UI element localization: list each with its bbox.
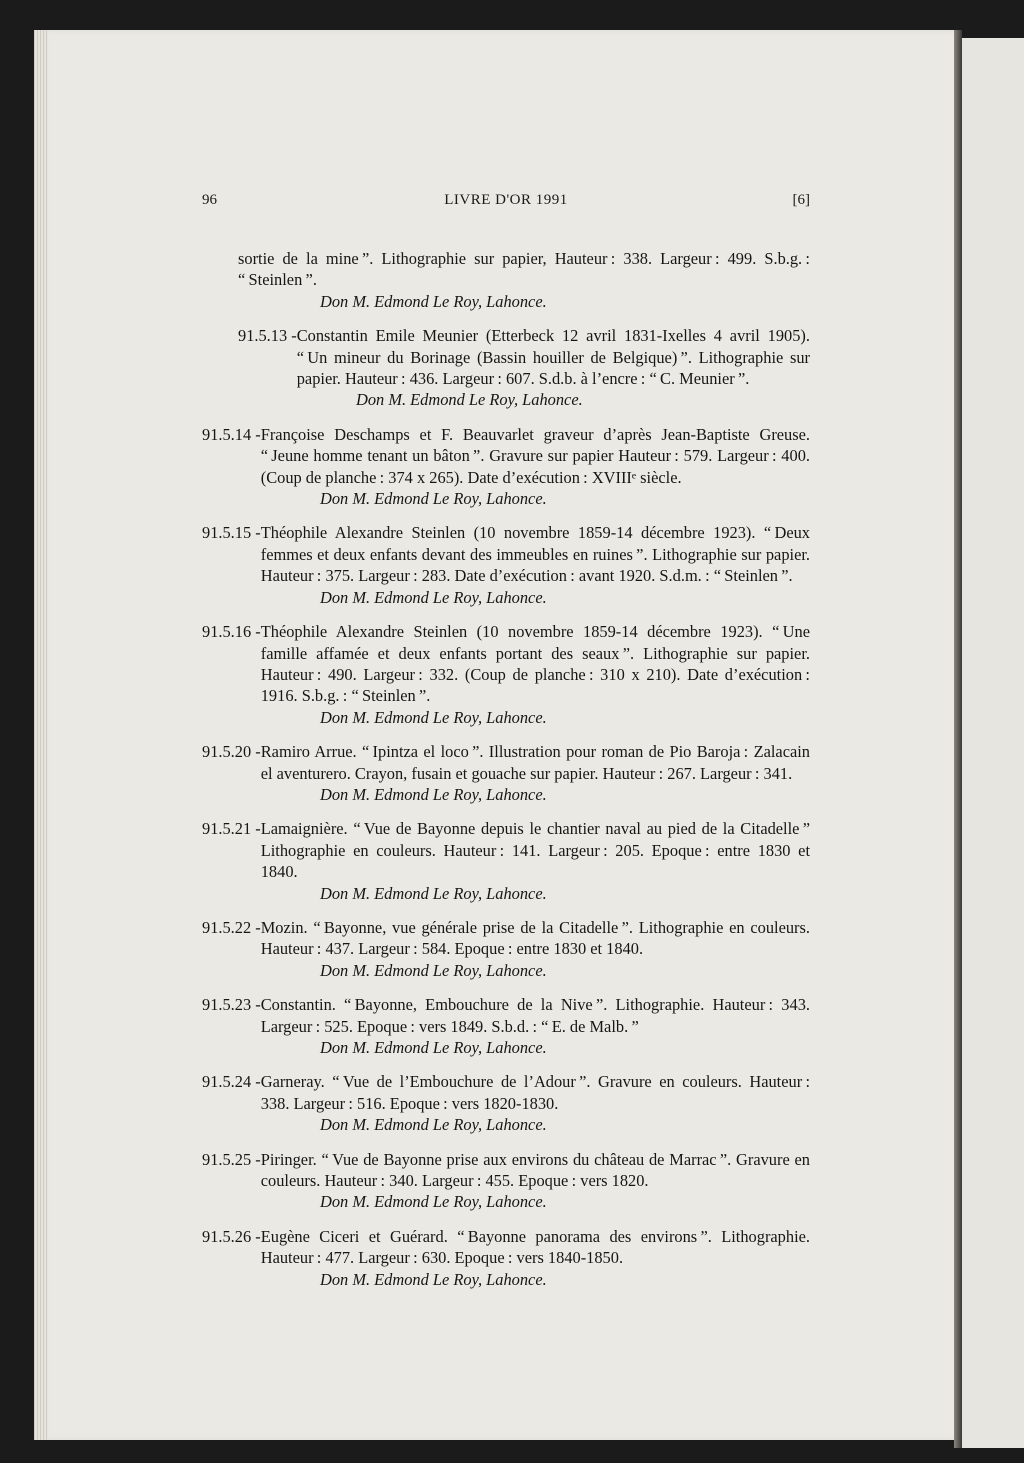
donor-line: Don M. Edmond Le Roy, Lahonce. <box>320 291 547 311</box>
entry-number: 91.5.22 - <box>202 917 261 937</box>
donor-line: Don M. Edmond Le Roy, Lahonce. <box>356 390 583 410</box>
entry-number: 91.5.20 - <box>202 742 261 762</box>
catalogue-entry <box>202 994 810 1058</box>
donor-line: Don M. Edmond Le Roy, Lahonce. <box>320 960 547 980</box>
entry-number: 91.5.23 - <box>202 995 261 1015</box>
entry-text: Garneray. “ Vue de l’Embouchure de l’Adour ”. Gravure en couleurs. Hauteur : 338. Largeur : 516. Epoque : vers 1820-1830. <box>260 1072 810 1113</box>
entry-number: 91.5.15 - <box>202 523 261 543</box>
continued-entry <box>202 248 810 312</box>
adjacent-page-edge <box>960 38 1024 1448</box>
entry-number: 91.5.25 - <box>202 1149 261 1169</box>
donor-line: Don M. Edmond Le Roy, Lahonce. <box>320 1038 547 1057</box>
entry-text: Françoise Deschamps et F. Beauvarlet graveur d’après Jean-Baptiste Greuse. “ Jeune homme tenant un bâton ”. Gravure sur papier Hauteur : 579. Largeur : 400. (Coup de planche : 374 x 265). Date d’exécution : XVIIIᵉ siècle. <box>260 424 810 487</box>
catalogue-entry <box>202 621 810 728</box>
entry-number: 91.5.21 - <box>202 819 261 839</box>
entry-list <box>202 325 810 1290</box>
running-title: LIVRE D'OR 1991 <box>444 192 568 208</box>
catalogue-entry <box>202 1071 810 1135</box>
donor-line: Don M. Edmond Le Roy, Lahonce. <box>320 1269 547 1289</box>
donor-line: Don M. Edmond Le Roy, Lahonce. <box>320 707 547 727</box>
catalogue-entry <box>202 1226 810 1290</box>
catalogue-entry <box>202 818 810 904</box>
catalogue-entry <box>202 424 810 510</box>
donor-line: Don M. Edmond Le Roy, Lahonce. <box>320 784 547 804</box>
donor-line: Don M. Edmond Le Roy, Lahonce. <box>320 1115 547 1135</box>
section-marker: [6] <box>792 192 810 208</box>
entry-text: sortie de la mine ”. Lithographie sur papier, Hauteur : 338. Largeur : 499. S.b.g. : “ Steinlen ”. <box>238 249 810 290</box>
catalogue-text <box>202 248 810 1303</box>
entry-text: Lamaignière. “ Vue de Bayonne depuis le chantier naval au pied de la Citadelle ” Lithographie en couleurs. Hauteur : 141. Largeur : 205. Epoque : entre 1830 et 1840. <box>260 819 810 882</box>
catalogue-entry <box>202 522 810 608</box>
entry-text: Constantin Emile Meunier (Etterbeck 12 avril 1831-Ixelles 4 avril 1905). “ Un mineur du Borinage (Bassin houiller de Belgique) ”. Lithographie sur papier. Hauteur : 436. Largeur : 607. S.d.b. à l’encre : “ C. Meunier ”. <box>296 326 810 389</box>
entry-number: 91.5.14 - <box>202 424 261 444</box>
entry-number: 91.5.26 - <box>202 1226 261 1246</box>
catalogue-entry <box>202 741 810 805</box>
entry-text: Eugène Ciceri et Guérard. “ Bayonne panorama des environs ”. Lithographie. Hauteur : 477. Largeur : 630. Epoque : vers 1840-1850. <box>260 1226 810 1268</box>
entry-text: Piringer. “ Vue de Bayonne prise aux environs du château de Marrac ”. Gravure en couleurs. Hauteur : 340. Largeur : 455. Epoque : vers 1820. <box>260 1149 810 1191</box>
donor-line: Don M. Edmond Le Roy, Lahonce. <box>320 883 547 903</box>
page-gutter <box>954 30 962 1448</box>
entry-text: Ramiro Arrue. “ Ipintza el loco ”. Illustration pour roman de Pio Baroja : Zalacain el aventurero. Crayon, fusain et gouache sur papier. Hauteur : 267. Largeur : 341. <box>260 742 810 783</box>
entry-number: 91.5.13 - <box>238 326 297 346</box>
donor-line: Don M. Edmond Le Roy, Lahonce. <box>320 1192 547 1212</box>
entry-text: Constantin. “ Bayonne, Embouchure de la Nive ”. Lithographie. Hauteur : 343. Largeur : 525. Epoque : vers 1849. S.b.d. : “ E. de Malb. ” <box>260 995 810 1036</box>
catalogue-entry <box>202 1149 810 1213</box>
catalogue-entry <box>202 325 810 411</box>
donor-line: Don M. Edmond Le Roy, Lahonce. <box>320 489 547 509</box>
entry-number: 91.5.24 - <box>202 1072 261 1092</box>
donor-line: Don M. Edmond Le Roy, Lahonce. <box>320 587 547 607</box>
entry-number: 91.5.16 - <box>202 622 261 642</box>
entry-text: Théophile Alexandre Steinlen (10 novembre 1859-14 décembre 1923). “ Une famille affamée et deux enfants portant des seaux ”. Lithographie sur papier. Hauteur : 490. Largeur : 332. (Coup de planche : 310 x 210). Date d’exécution : 1916. S.b.g. : “ Steinlen ”. <box>260 622 810 706</box>
catalogue-entry <box>202 917 810 981</box>
page-number: 96 <box>202 192 217 208</box>
entry-text: Mozin. “ Bayonne, vue générale prise de la Citadelle ”. Lithographie en couleurs. Hauteur : 437. Largeur : 584. Epoque : entre 1830 et 1840. <box>260 917 810 959</box>
entry-text: Théophile Alexandre Steinlen (10 novembre 1859-14 décembre 1923). “ Deux femmes et deux enfants devant des immeubles en ruines ”. Lithographie sur papier. Hauteur : 375. Largeur : 283. Date d’exécution : avant 1920. S.d.m. : “ Steinlen ”. <box>260 523 810 586</box>
